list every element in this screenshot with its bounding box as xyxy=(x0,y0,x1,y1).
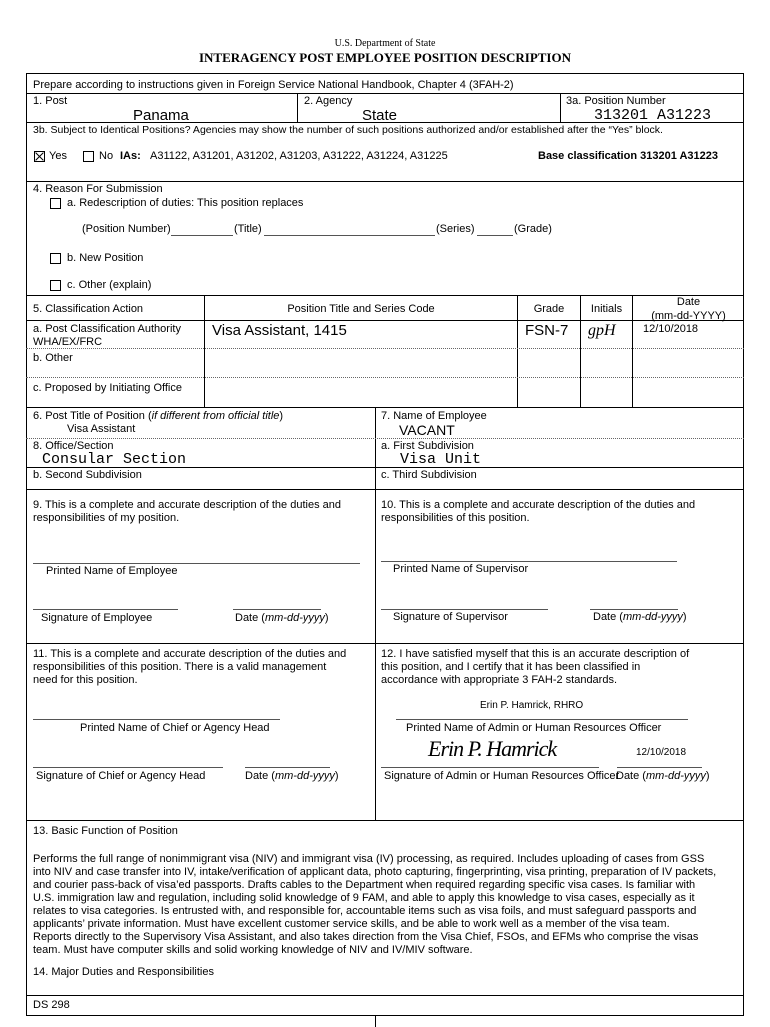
divider xyxy=(26,122,744,123)
signature-supervisor-label: Signature of Supervisor xyxy=(393,611,508,623)
supervisor-signature-line xyxy=(381,609,548,610)
hr-name-line xyxy=(396,719,688,720)
hr-officer-name[interactable]: Erin P. Hamrick, RHRO xyxy=(480,700,584,711)
class-date-value[interactable]: 12/10/2018 xyxy=(643,323,699,335)
divider xyxy=(26,643,744,644)
position-number-paren: (Position Number) xyxy=(82,223,171,235)
basic-function-text: Performs the full range of nonimmigrant visa (NIV) and immigrant visa (IV) processing, as required. Includes uploading of cases from GSS into NIV and case transfer into IV, intake/verification of applicant data, photo capturing, fingerprinting, visa printing, preparation of IV packets, and courier pass-back of visa’ed passports. Drafts cables to the Department when required regarding specific visa cases. Is familiar with U.S. immigration law and regulation, including solid knowledge of 9 FAM, and able to apply this knowledge to visa cases, especially as it relates to visa categories. Is entrusted with, and responsible for, accountable items such as visa foils, and must safeguard passports and applicants’ private information. Must have excellent customer service skills, and be able to work well as a member of the visa team. Reports directly to the Supervisory Visa Assistant, and also takes direction from the Visa Chief, FSOs, and EFMs who comprise the visas team. Must have computer skills and solid working knowledge of NIV and IV/MIV software. xyxy=(33,853,717,956)
form-number: DS 298 xyxy=(33,999,70,1011)
redescription-checkbox[interactable] xyxy=(50,198,61,209)
divider xyxy=(26,377,744,378)
employee-name-line xyxy=(33,563,360,564)
reason-a-label: a. Redescription of duties: This position replaces xyxy=(67,197,304,209)
yes-label: Yes xyxy=(49,150,67,162)
divider xyxy=(26,467,744,468)
chief-name-line xyxy=(33,719,280,720)
employee-date-label: Date (mm-dd-yyyy) xyxy=(235,612,329,624)
series-line xyxy=(477,235,513,236)
post-label: 1. Post xyxy=(33,95,68,107)
title-paren: (Title) xyxy=(234,223,262,235)
post-class-authority-org: WHA/EX/FRC xyxy=(33,336,103,348)
yes-checkbox[interactable] xyxy=(34,151,45,162)
post-title-value[interactable]: Visa Assistant xyxy=(67,423,136,435)
divider xyxy=(26,348,744,349)
divider xyxy=(560,93,561,122)
other-label: b. Other xyxy=(33,352,73,364)
no-checkbox[interactable] xyxy=(83,151,94,162)
post-value[interactable]: Panama xyxy=(133,107,189,124)
hr-signature-line xyxy=(381,767,599,768)
no-label: No xyxy=(99,150,114,162)
certification-10: 10. This is a complete and accurate description of the duties and responsibilities of this position. xyxy=(381,499,696,524)
office-value[interactable]: Consular Section xyxy=(42,451,187,468)
employee-name-label: 7. Name of Employee xyxy=(381,410,487,422)
department-name: U.S. Department of State xyxy=(334,38,436,49)
agency-value[interactable]: State xyxy=(362,107,398,124)
employee-signature-line xyxy=(33,609,178,610)
divider xyxy=(26,407,744,408)
signature-hr-label: Signature of Admin or Human Resources Officer xyxy=(384,770,620,782)
certification-9: 9. This is a complete and accurate description of the duties and responsibilities of my position. xyxy=(33,499,341,524)
ias-value: A31122, A31201, A31202, A31203, A31222, A31224, A31225 xyxy=(150,150,448,162)
position-number-label: 3a. Position Number xyxy=(566,95,666,107)
series-paren: (Series) xyxy=(436,223,475,235)
supervisor-date-line xyxy=(590,609,678,610)
first-subdivision-value[interactable]: Visa Unit xyxy=(400,451,482,468)
basic-function-label: 13. Basic Function of Position xyxy=(33,825,178,837)
ias-label: IAs: xyxy=(120,150,141,162)
employee-name-value[interactable]: VACANT xyxy=(399,422,455,438)
first-subdivision-label: a. First Subdivision xyxy=(381,440,474,452)
divider xyxy=(26,489,744,490)
class-title-value[interactable]: Visa Assistant, 1415 xyxy=(212,322,347,339)
divider xyxy=(26,995,744,996)
hr-sign-date[interactable]: 12/10/2018 xyxy=(636,747,687,758)
certification-12: 12. I have satisfied myself that this is an accurate description of this position, and I certify that it has been classified in accordance with appropriate 3 FAH-2 standards. xyxy=(381,648,690,686)
class-grade-value[interactable]: FSN-7 xyxy=(525,322,569,339)
position-number-value[interactable]: 313201 A31223 xyxy=(594,107,712,124)
supervisor-name-line xyxy=(381,561,677,562)
reason-label: 4. Reason For Submission xyxy=(33,183,163,195)
title-line xyxy=(264,235,435,236)
divider xyxy=(297,93,298,122)
divider xyxy=(26,820,744,821)
divider xyxy=(26,93,744,94)
chief-date-label: Date (mm-dd-yyyy) xyxy=(245,770,339,782)
post-title-label: 6. Post Title of Position (if different from official title) xyxy=(33,410,284,422)
agency-label: 2. Agency xyxy=(304,95,353,107)
position-number-line xyxy=(171,235,233,236)
instructions-text: Prepare according to instructions given in Foreign Service National Handbook, Chapter 4 (3FAH-2) xyxy=(33,79,514,91)
grade-paren: (Grade) xyxy=(514,223,552,235)
hr-signature: Erin P. Hamrick xyxy=(428,736,557,761)
certification-11: 11. This is a complete and accurate description of the duties and responsibilities of this position. There is a valid management need for this position. xyxy=(33,648,347,686)
printed-employee-label: Printed Name of Employee xyxy=(46,565,178,577)
proposed-label: c. Proposed by Initiating Office xyxy=(33,382,182,394)
printed-hr-label: Printed Name of Admin or Human Resources Officer xyxy=(406,722,662,734)
new-position-checkbox[interactable] xyxy=(50,253,61,264)
hr-date-label: Date (mm-dd-yyyy) xyxy=(616,770,710,782)
post-class-authority-label: a. Post Classification Authority xyxy=(33,323,181,335)
chief-date-line xyxy=(245,767,330,768)
divider xyxy=(26,320,744,321)
divider xyxy=(26,438,744,439)
base-classification: Base classification 313201 A31223 xyxy=(538,150,718,162)
third-subdivision-label: c. Third Subdivision xyxy=(381,469,477,481)
date-header: Date xyxy=(676,296,701,308)
signature-employee-label: Signature of Employee xyxy=(41,612,153,624)
form-title: INTERAGENCY POST EMPLOYEE POSITION DESCRIPTION xyxy=(198,50,571,65)
employee-date-line xyxy=(233,609,321,610)
printed-supervisor-label: Printed Name of Supervisor xyxy=(393,563,529,575)
initials-signature: gpH xyxy=(588,322,616,339)
identical-positions-label: 3b. Subject to Identical Positions? Agencies may show the number of such positions authorized and/or established after the “Yes” block. xyxy=(33,124,663,136)
date-format-header: (mm-dd-YYYY) xyxy=(651,310,726,322)
other-checkbox[interactable] xyxy=(50,280,61,291)
major-duties-label: 14. Major Duties and Responsibilities xyxy=(33,966,214,978)
position-title-series-header: Position Title and Series Code xyxy=(287,303,435,315)
printed-chief-label: Printed Name of Chief or Agency Head xyxy=(80,722,270,734)
supervisor-date-label: Date (mm-dd-yyyy) xyxy=(593,611,687,623)
initials-header: Initials xyxy=(590,303,623,315)
reason-b-label: b. New Position xyxy=(67,252,144,264)
reason-c-label: c. Other (explain) xyxy=(67,279,152,291)
chief-signature-line xyxy=(33,767,223,768)
grade-header: Grade xyxy=(533,303,565,315)
hr-date-line xyxy=(617,767,702,768)
classification-action-label: 5. Classification Action xyxy=(33,303,144,315)
signature-chief-label: Signature of Chief or Agency Head xyxy=(36,770,206,782)
divider xyxy=(26,181,744,182)
second-subdivision-label: b. Second Subdivision xyxy=(33,469,142,481)
office-label: 8. Office/Section xyxy=(33,440,114,452)
